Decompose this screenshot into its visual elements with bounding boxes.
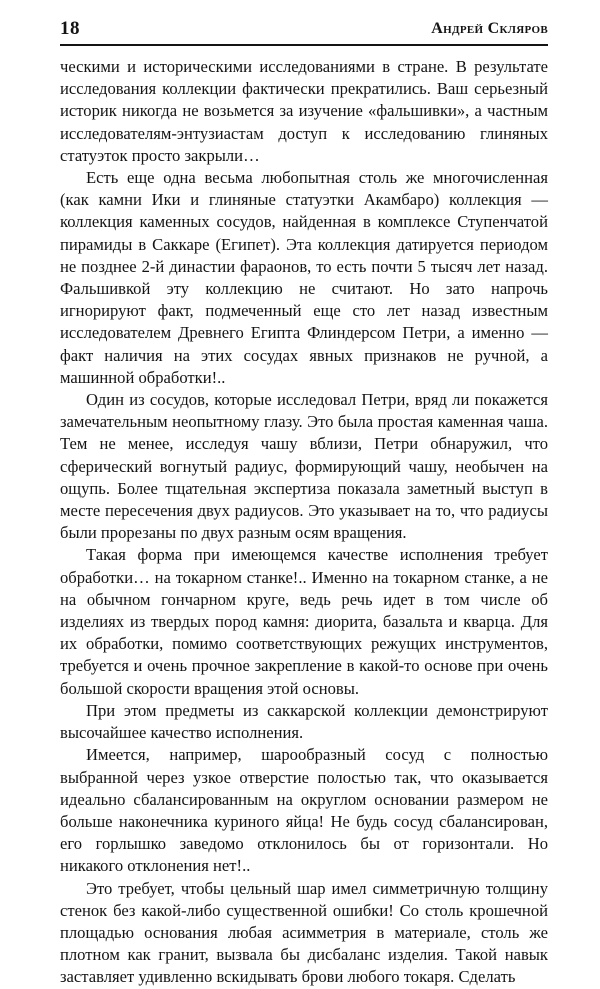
paragraph-quality: При этом предметы из саккарской коллекции демонстрируют высочайшее качество исполнения.: [60, 700, 548, 743]
paragraph-petrie-bowl: Один из сосудов, которые исследовал Петри, вряд ли покажется замечательным неопытному глазу. Это была простая каменная чаша. Тем не менее, исследуя чашу вблизи, Петри обнаружил, что сферический вогнутый радиус, формирующий чашу, необычен на ощупь. Более тщательная экспертиза показала заметный выступ в месте пересечения двух радиусов. Это указывает на то, что радиусы были прорезаны по двух разным осям вращения.: [60, 390, 548, 543]
paragraph-lathe-processing: Такая форма при имеющемся качестве исполнения требует обработки… на токарном станке!.. Именно на токарном станке, а не на обычном гончарном круге, ведь речь идет в том числе об изделиях из твердых пород камня: диорита, базальта и кварца. Для их обработки, помимо соответствующих режущих инструментов, требуется и очень прочное закрепление в какой-то основе при очень большой скорости вращения этой основы.: [60, 545, 548, 698]
paragraph-continued: ческими и историческими исследованиями в стране. В результате исследования коллекции фактически прекратились. Ваш серьезный историк никогда не возьмется за изучение «фальшивки», а частным исследователям-энтузиастам доступ к исследованию глиняных статуэток просто закрыли…: [60, 57, 548, 165]
paragraph-saqqara-collection: Есть еще одна весьма любопытная столь же многочисленная (как камни Ики и глиняные статуэтки Акамбаро) коллекция — коллекция каменных сосудов, найденная в комплексе Ступенчатой пирамиды в Саккаре (Египет). Эта коллекция датируется периодом не позднее 2-й династии фараонов, то есть почти 5 тысяч лет назад. Фальшивкой эту коллекцию не считают. Но зато напрочь игнорируют факт, подмеченный еще сто лет назад известным исследователем Древнего Египта Флиндерсом Петри, а именно — факт наличия на этих сосудах явных признаков не ручной, а машинной обработки!..: [60, 168, 548, 387]
running-head-author: Андрей Скляров: [431, 20, 548, 37]
body-text: [60, 56, 548, 989]
paragraph-spherical-vessel: Имеется, например, шарообразный сосуд с полностью выбранной через узкое отверстие полостью так, что оказывается идеально сбалансированным на округлом основании размером не больше наконечника куриного яйца! Не будь сосуд сбалансирован, его горлышко заведомо отклонилось бы от горизонтали. Но никакого отклонения нет!..: [60, 745, 548, 876]
page-number: 18: [60, 18, 80, 39]
paragraph-symmetry: Это требует, чтобы цельный шар имел симметричную толщину стенок без какой-либо существенной ошибки! Со столь крошечной площадью основания любая асимметрия в материале, столь же плотном как гранит, вызвала бы дисбаланс изделия. Такой навык заставляет удивленно вскидывать брови любого токаря. Сделать: [60, 878, 548, 987]
page-header: [60, 16, 548, 46]
